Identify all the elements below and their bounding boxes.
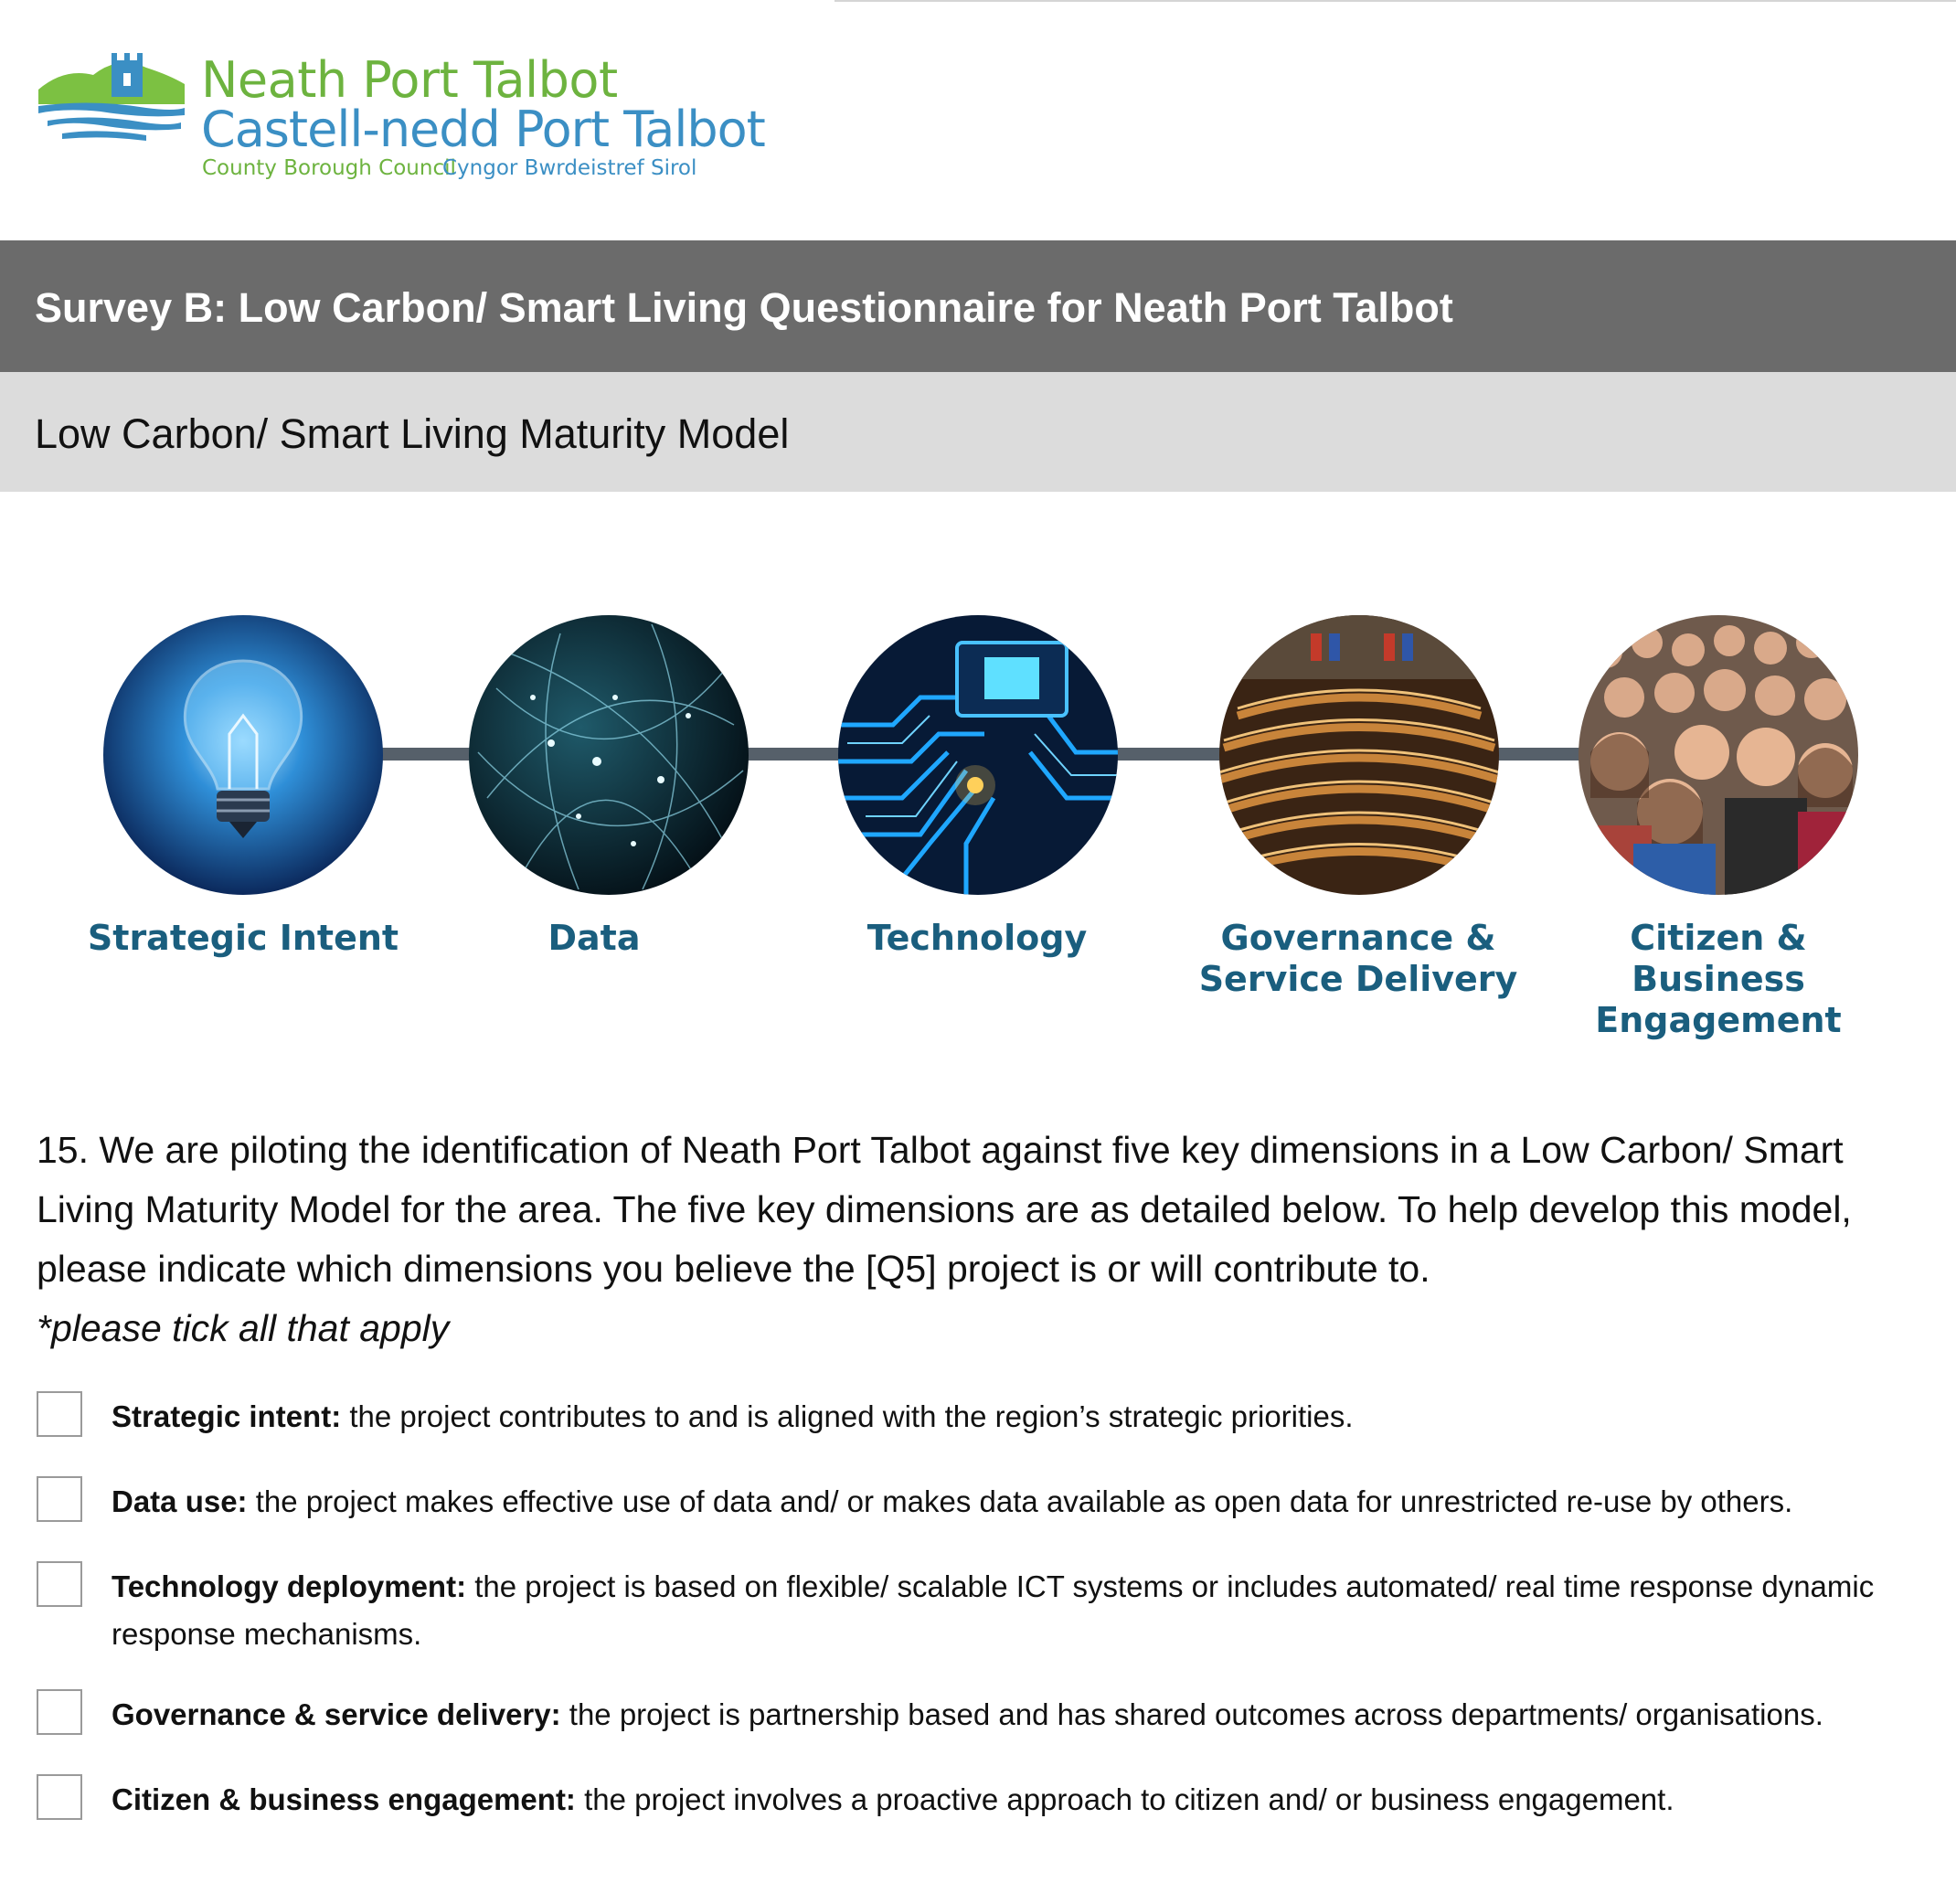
- circuit-chip-image: [838, 615, 1118, 895]
- data-network-image: [469, 615, 749, 895]
- checkbox[interactable]: [37, 1391, 82, 1437]
- dimension-label-strategic-intent: Strategic Intent: [87, 918, 399, 958]
- castle-hills-logo-icon: [37, 48, 187, 148]
- council-logo: [37, 48, 765, 185]
- dimension-label-citizen: Citizen & Business Engagement: [1595, 918, 1842, 1040]
- option-text: [112, 1563, 1930, 1658]
- option-label: Data use:: [112, 1484, 248, 1518]
- logo-council-english: County Borough Council: [202, 156, 456, 180]
- option-text: [112, 1478, 1930, 1526]
- option-label: Strategic intent:: [112, 1399, 342, 1433]
- option-text: [112, 1393, 1930, 1441]
- question-15: [37, 1121, 1919, 1358]
- option-label: Citizen & business engagement:: [112, 1782, 576, 1816]
- question-text: 15. We are piloting the identification of Neath Port Talbot against five key dimensions in a Low Carbon/ Smart Living Maturity Model for the area. The five key dimensions are as detailed below. To help develop this model, please indicate which dimensions you believe the [Q5] project is or will contribute to.: [37, 1129, 1852, 1290]
- logo-name-welsh: Castell-nedd Port Talbot: [201, 101, 765, 158]
- dimension-label-data: Data: [547, 918, 641, 958]
- logo-council-welsh: Cyngor Bwrdeistref Sirol: [442, 156, 697, 180]
- subtitle-band: [0, 372, 1956, 492]
- checkbox[interactable]: [37, 1561, 82, 1607]
- checkbox[interactable]: [37, 1774, 82, 1820]
- page-title: Survey B: Low Carbon/ Smart Living Questionnaire for Neath Port Talbot: [35, 284, 1453, 331]
- dimension-label-governance: Governance & Service Delivery: [1198, 918, 1518, 999]
- option-label: Governance & service delivery:: [112, 1697, 561, 1731]
- option-label: Technology deployment:: [112, 1569, 467, 1603]
- option-text: [112, 1776, 1930, 1824]
- question-hint: *please tick all that apply: [37, 1307, 450, 1349]
- option-description: the project makes effective use of data and/ or makes data available as open data for unrestricted re-use by others.: [255, 1484, 1793, 1518]
- title-band: [0, 240, 1956, 372]
- option-description: the project contributes to and is aligned with the region’s strategic priorities.: [349, 1399, 1354, 1433]
- checkbox[interactable]: [37, 1476, 82, 1522]
- lightbulb-image: [103, 615, 383, 895]
- logo-name-english: Neath Port Talbot: [201, 51, 618, 109]
- option-description: the project is partnership based and has shared outcomes across departments/ organisations.: [569, 1697, 1823, 1731]
- checkbox[interactable]: [37, 1689, 82, 1735]
- option-description: the project involves a proactive approach to citizen and/ or business engagement.: [584, 1782, 1674, 1816]
- crowd-image: [1579, 615, 1858, 895]
- option-description: the project is based on flexible/ scalable ICT systems or includes automated/ real time response dynamic response mechanisms.: [112, 1569, 1875, 1651]
- option-text: [112, 1691, 1930, 1739]
- parliament-chamber-image: [1219, 615, 1499, 895]
- page-subtitle: Low Carbon/ Smart Living Maturity Model: [35, 410, 790, 457]
- top-rule: [834, 0, 1956, 2]
- dimension-label-technology: Technology: [866, 918, 1088, 958]
